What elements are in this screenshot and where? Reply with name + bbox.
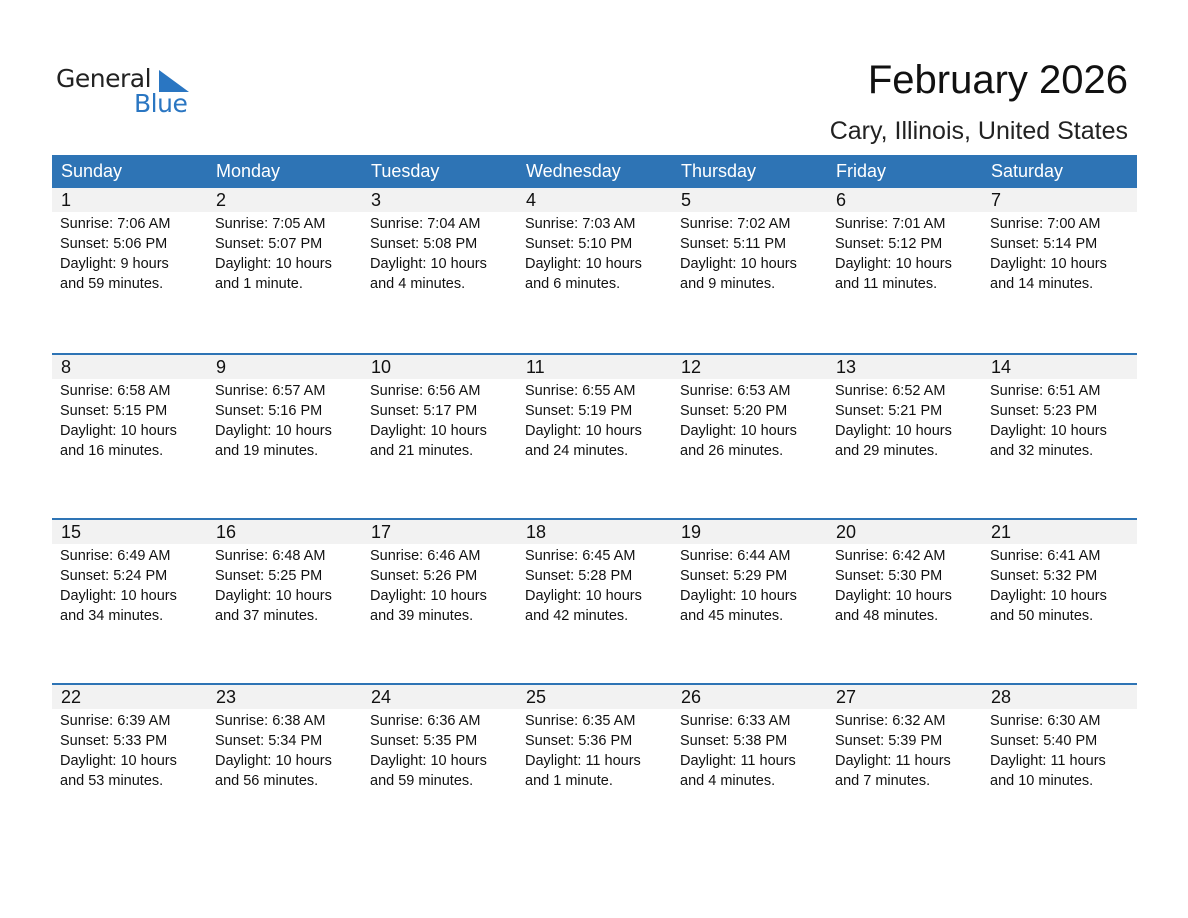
- sunset-text: Sunset: 5:06 PM: [60, 236, 168, 252]
- sunrise-text: Sunrise: 6:46 AM: [370, 548, 481, 564]
- weekday-monday: Monday: [216, 161, 281, 181]
- day-number: 5: [681, 190, 692, 210]
- day-number: 26: [681, 687, 702, 707]
- day-number: 12: [681, 357, 702, 377]
- sunrise-text: Sunrise: 6:38 AM: [215, 713, 326, 729]
- day-cell: [827, 544, 982, 626]
- daylight-text: and 29 minutes.: [835, 443, 939, 459]
- day-cell: [52, 544, 207, 626]
- day-cell: [52, 709, 207, 791]
- week-row: [52, 683, 1137, 848]
- daylight-text: Daylight: 10 hours: [525, 588, 642, 604]
- sunrise-text: Sunrise: 6:48 AM: [215, 548, 326, 564]
- sunset-text: Sunset: 5:14 PM: [990, 236, 1098, 252]
- day-number: 15: [61, 522, 82, 542]
- daylight-text: Daylight: 10 hours: [990, 256, 1107, 272]
- date-number-row: [52, 188, 1137, 212]
- week-row: [52, 188, 1137, 353]
- sunset-text: Sunset: 5:28 PM: [525, 568, 633, 584]
- sunrise-text: Sunrise: 6:42 AM: [835, 548, 946, 564]
- sunset-text: Sunset: 5:39 PM: [835, 733, 943, 749]
- weekday-sunday: Sunday: [61, 161, 123, 181]
- day-number: 8: [61, 357, 72, 377]
- daylight-text: and 14 minutes.: [990, 276, 1094, 292]
- sunset-text: Sunset: 5:33 PM: [60, 733, 168, 749]
- day-number: 6: [836, 190, 847, 210]
- daylight-text: Daylight: 10 hours: [680, 423, 797, 439]
- sunset-text: Sunset: 5:25 PM: [215, 568, 323, 584]
- daylight-text: and 26 minutes.: [680, 443, 784, 459]
- logo-general-text: General: [56, 64, 152, 93]
- sunrise-text: Sunrise: 7:01 AM: [835, 216, 946, 232]
- day-cell: [982, 709, 1137, 791]
- sunrise-text: Sunrise: 7:02 AM: [680, 216, 791, 232]
- sunrise-text: Sunrise: 7:03 AM: [525, 216, 636, 232]
- day-info-row: [52, 379, 1137, 461]
- sunrise-text: Sunrise: 6:56 AM: [370, 383, 481, 399]
- daylight-text: Daylight: 10 hours: [60, 753, 177, 769]
- day-cell: [362, 709, 517, 791]
- day-cell: [517, 379, 672, 461]
- week-row: [52, 518, 1137, 683]
- day-number: 28: [991, 687, 1012, 707]
- daylight-text: Daylight: 10 hours: [525, 423, 642, 439]
- sunset-text: Sunset: 5:26 PM: [370, 568, 478, 584]
- daylight-text: and 34 minutes.: [60, 608, 164, 624]
- sunrise-text: Sunrise: 6:44 AM: [680, 548, 791, 564]
- day-cell: [52, 212, 207, 294]
- daylight-text: and 19 minutes.: [215, 443, 319, 459]
- weekday-saturday: Saturday: [991, 161, 1064, 181]
- daylight-text: Daylight: 10 hours: [370, 423, 487, 439]
- sunrise-text: Sunrise: 7:06 AM: [60, 216, 171, 232]
- daylight-text: Daylight: 10 hours: [680, 588, 797, 604]
- sunset-text: Sunset: 5:23 PM: [990, 403, 1098, 419]
- day-cell: [982, 379, 1137, 461]
- sunset-text: Sunset: 5:24 PM: [60, 568, 168, 584]
- sunrise-text: Sunrise: 6:39 AM: [60, 713, 171, 729]
- sunset-text: Sunset: 5:32 PM: [990, 568, 1098, 584]
- daylight-text: Daylight: 10 hours: [215, 256, 332, 272]
- date-number-row: [52, 685, 1137, 709]
- day-number: 1: [61, 190, 72, 210]
- daylight-text: and 6 minutes.: [525, 276, 621, 292]
- sunset-text: Sunset: 5:38 PM: [680, 733, 788, 749]
- logo: [56, 62, 196, 118]
- sunset-text: Sunset: 5:11 PM: [680, 236, 787, 252]
- daylight-text: and 48 minutes.: [835, 608, 939, 624]
- daylight-text: and 50 minutes.: [990, 608, 1094, 624]
- daylight-text: Daylight: 10 hours: [680, 256, 797, 272]
- daylight-text: Daylight: 10 hours: [215, 753, 332, 769]
- sunrise-text: Sunrise: 6:58 AM: [60, 383, 171, 399]
- day-cell: [517, 544, 672, 626]
- daylight-text: Daylight: 10 hours: [60, 423, 177, 439]
- sunset-text: Sunset: 5:07 PM: [215, 236, 323, 252]
- sunrise-text: Sunrise: 6:55 AM: [525, 383, 636, 399]
- day-number: 27: [836, 687, 857, 707]
- calendar-weeks: [52, 188, 1137, 848]
- sunset-text: Sunset: 5:40 PM: [990, 733, 1098, 749]
- daylight-text: and 45 minutes.: [680, 608, 784, 624]
- weekday-thursday: Thursday: [681, 161, 757, 181]
- day-cell: [982, 212, 1137, 294]
- sunset-text: Sunset: 5:08 PM: [370, 236, 478, 252]
- sunrise-text: Sunrise: 6:36 AM: [370, 713, 481, 729]
- day-number: 18: [526, 522, 547, 542]
- daylight-text: and 9 minutes.: [680, 276, 776, 292]
- week-row: [52, 353, 1137, 518]
- day-number: 20: [836, 522, 857, 542]
- daylight-text: Daylight: 10 hours: [370, 256, 487, 272]
- sunset-text: Sunset: 5:12 PM: [835, 236, 943, 252]
- daylight-text: and 7 minutes.: [835, 773, 931, 789]
- sunset-text: Sunset: 5:20 PM: [680, 403, 788, 419]
- daylight-text: and 24 minutes.: [525, 443, 629, 459]
- daylight-text: Daylight: 11 hours: [835, 753, 951, 769]
- day-info-row: [52, 709, 1137, 791]
- daylight-text: and 4 minutes.: [370, 276, 466, 292]
- sunrise-text: Sunrise: 7:05 AM: [215, 216, 326, 232]
- daylight-text: and 59 minutes.: [370, 773, 474, 789]
- weekday-friday: Friday: [836, 161, 887, 181]
- day-number: 9: [216, 357, 227, 377]
- logo-blue-text: Blue: [134, 89, 188, 118]
- daylight-text: Daylight: 11 hours: [525, 753, 641, 769]
- sunset-text: Sunset: 5:19 PM: [525, 403, 633, 419]
- day-number: 11: [526, 357, 545, 377]
- day-cell: [207, 212, 362, 294]
- daylight-text: Daylight: 10 hours: [370, 753, 487, 769]
- daylight-text: Daylight: 10 hours: [990, 588, 1107, 604]
- day-number: 10: [371, 357, 392, 377]
- sunset-text: Sunset: 5:35 PM: [370, 733, 478, 749]
- day-number: 3: [371, 190, 382, 210]
- day-number: 19: [681, 522, 702, 542]
- location-subtitle: Cary, Illinois, United States: [829, 117, 1128, 145]
- sunset-text: Sunset: 5:30 PM: [835, 568, 943, 584]
- sunset-text: Sunset: 5:34 PM: [215, 733, 323, 749]
- sunrise-text: Sunrise: 6:53 AM: [680, 383, 791, 399]
- sunrise-text: Sunrise: 6:52 AM: [835, 383, 946, 399]
- daylight-text: and 56 minutes.: [215, 773, 319, 789]
- day-cell: [52, 379, 207, 461]
- weekday-tuesday: Tuesday: [371, 161, 440, 181]
- sunrise-text: Sunrise: 6:41 AM: [990, 548, 1101, 564]
- day-number: 22: [61, 687, 82, 707]
- day-cell: [517, 709, 672, 791]
- day-cell: [207, 709, 362, 791]
- day-cell: [362, 544, 517, 626]
- day-number: 21: [991, 522, 1012, 542]
- daylight-text: Daylight: 10 hours: [835, 256, 952, 272]
- day-cell: [982, 544, 1137, 626]
- day-number: 13: [836, 357, 857, 377]
- daylight-text: Daylight: 10 hours: [215, 423, 332, 439]
- day-cell: [672, 379, 827, 461]
- day-number: 7: [991, 190, 1002, 210]
- sunset-text: Sunset: 5:16 PM: [215, 403, 323, 419]
- day-number: 4: [526, 190, 537, 210]
- sunrise-text: Sunrise: 6:51 AM: [990, 383, 1101, 399]
- daylight-text: Daylight: 10 hours: [215, 588, 332, 604]
- day-cell: [362, 379, 517, 461]
- weekday-wednesday: Wednesday: [526, 161, 621, 181]
- sunset-text: Sunset: 5:36 PM: [525, 733, 633, 749]
- day-cell: [362, 212, 517, 294]
- day-cell: [827, 709, 982, 791]
- daylight-text: and 53 minutes.: [60, 773, 164, 789]
- day-cell: [827, 212, 982, 294]
- daylight-text: and 4 minutes.: [680, 773, 776, 789]
- sunset-text: Sunset: 5:21 PM: [835, 403, 943, 419]
- date-number-row: [52, 355, 1137, 379]
- daylight-text: and 16 minutes.: [60, 443, 164, 459]
- page-title: February 2026: [867, 58, 1128, 102]
- daylight-text: Daylight: 11 hours: [680, 753, 796, 769]
- sunrise-text: Sunrise: 7:00 AM: [990, 216, 1101, 232]
- sunrise-text: Sunrise: 6:35 AM: [525, 713, 636, 729]
- day-cell: [827, 379, 982, 461]
- daylight-text: Daylight: 10 hours: [525, 256, 642, 272]
- sunrise-text: Sunrise: 6:33 AM: [680, 713, 791, 729]
- daylight-text: Daylight: 10 hours: [990, 423, 1107, 439]
- day-info-row: [52, 544, 1137, 626]
- calendar: [52, 155, 1137, 848]
- daylight-text: and 59 minutes.: [60, 276, 164, 292]
- sunrise-text: Sunrise: 6:30 AM: [990, 713, 1101, 729]
- sunrise-text: Sunrise: 6:45 AM: [525, 548, 636, 564]
- daylight-text: Daylight: 9 hours: [60, 256, 169, 272]
- sunrise-text: Sunrise: 6:57 AM: [215, 383, 326, 399]
- day-cell: [517, 212, 672, 294]
- sunset-text: Sunset: 5:10 PM: [525, 236, 633, 252]
- day-cell: [207, 544, 362, 626]
- day-number: 14: [991, 357, 1012, 377]
- day-info-row: [52, 212, 1137, 294]
- sunrise-text: Sunrise: 6:32 AM: [835, 713, 946, 729]
- daylight-text: Daylight: 10 hours: [835, 423, 952, 439]
- daylight-text: and 42 minutes.: [525, 608, 629, 624]
- daylight-text: and 1 minute.: [215, 276, 303, 292]
- sunrise-text: Sunrise: 6:49 AM: [60, 548, 171, 564]
- day-number: 2: [216, 190, 227, 210]
- daylight-text: and 39 minutes.: [370, 608, 474, 624]
- daylight-text: and 10 minutes.: [990, 773, 1094, 789]
- daylight-text: Daylight: 10 hours: [835, 588, 952, 604]
- daylight-text: Daylight: 11 hours: [990, 753, 1106, 769]
- daylight-text: and 1 minute.: [525, 773, 613, 789]
- day-cell: [672, 212, 827, 294]
- weekday-header: [52, 155, 1137, 188]
- day-number: 25: [526, 687, 547, 707]
- sunset-text: Sunset: 5:15 PM: [60, 403, 168, 419]
- sunset-text: Sunset: 5:17 PM: [370, 403, 478, 419]
- day-cell: [672, 544, 827, 626]
- daylight-text: Daylight: 10 hours: [370, 588, 487, 604]
- date-number-row: [52, 520, 1137, 544]
- day-number: 17: [371, 522, 392, 542]
- day-number: 16: [216, 522, 237, 542]
- day-cell: [672, 709, 827, 791]
- daylight-text: Daylight: 10 hours: [60, 588, 177, 604]
- day-number: 23: [216, 687, 237, 707]
- sunset-text: Sunset: 5:29 PM: [680, 568, 788, 584]
- day-number: 24: [371, 687, 392, 707]
- day-cell: [207, 379, 362, 461]
- sunrise-text: Sunrise: 7:04 AM: [370, 216, 481, 232]
- daylight-text: and 32 minutes.: [990, 443, 1094, 459]
- daylight-text: and 37 minutes.: [215, 608, 319, 624]
- daylight-text: and 11 minutes.: [835, 276, 938, 292]
- daylight-text: and 21 minutes.: [370, 443, 474, 459]
